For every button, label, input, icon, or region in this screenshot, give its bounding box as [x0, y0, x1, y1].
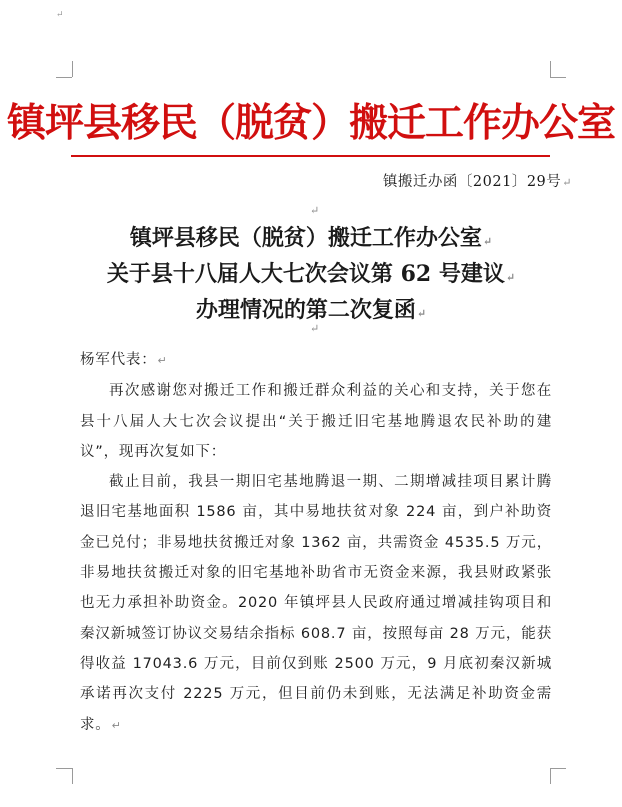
letter-title — [0, 222, 622, 330]
salutation: 杨军代表：↵ — [80, 352, 168, 368]
pilcrow-mark: ↵ — [56, 10, 64, 20]
crop-mark-bottom-left-v — [72, 768, 73, 784]
crop-mark-bottom-right-v — [550, 768, 551, 784]
letter-title-line-3: 办理情况的第二次复函↵ — [195, 297, 427, 323]
paragraph-thanks: 再次感谢您对搬迁工作和搬迁群众利益的关心和支持，关于您在县十八届人大七次会议提出“关于搬迁旧宅基地腾退农民补助的建议”，现再次复如下： — [80, 383, 552, 460]
paragraph-details: 截止目前，我县一期旧宅基地腾退一期、二期增减挂项目累计腾退旧宅基地面积 1586 亩，其中易地扶贫对象 224 亩，到户补助资金已兑付；非易地扶贫搬迁对象 1362 亩，共需资金 4535.5 万元，非易地扶贫搬迁对象的旧宅基地补助省市无资金来源，我县财政紧张也无力承担补助资金。2020 年镇坪县人民政府通过增减挂钩项目和秦汉新城签订协议交易结余指标 608.7 亩，按照每亩 28 万元，能获得收益 17043.6 万元，目前仅到账 2500 万元，9 月底初秦汉新城承诺再次支付 2225 万元，但目前仍未到账，无法满足补助资金需求。↵ — [80, 474, 552, 733]
letter-body — [80, 345, 552, 741]
empty-paragraph-mark: ↵ — [310, 322, 320, 335]
red-divider-line — [71, 155, 550, 157]
document-number — [383, 170, 572, 191]
crop-mark-bottom-right-h — [550, 768, 566, 769]
document-number-text: 镇搬迁办函〔2021〕29号 — [382, 174, 562, 190]
return-mark: ↵ — [562, 176, 572, 189]
crop-mark-top-left-v — [72, 61, 73, 77]
crop-mark-top-right-h — [550, 77, 566, 78]
letter-title-line-1: 镇坪县移民（脱贫）搬迁工作办公室↵ — [129, 225, 493, 251]
crop-mark-top-right-v — [550, 61, 551, 77]
crop-mark-top-left-h — [56, 77, 72, 78]
crop-mark-bottom-left-h — [56, 768, 72, 769]
empty-paragraph-mark: ↵ — [310, 204, 320, 217]
organization-header: 镇坪县移民（脱贫）搬迁工作办公室 — [6, 100, 615, 146]
letter-title-line-2: 关于县十八届人大七次会议第 62 号建议↵ — [106, 261, 516, 287]
